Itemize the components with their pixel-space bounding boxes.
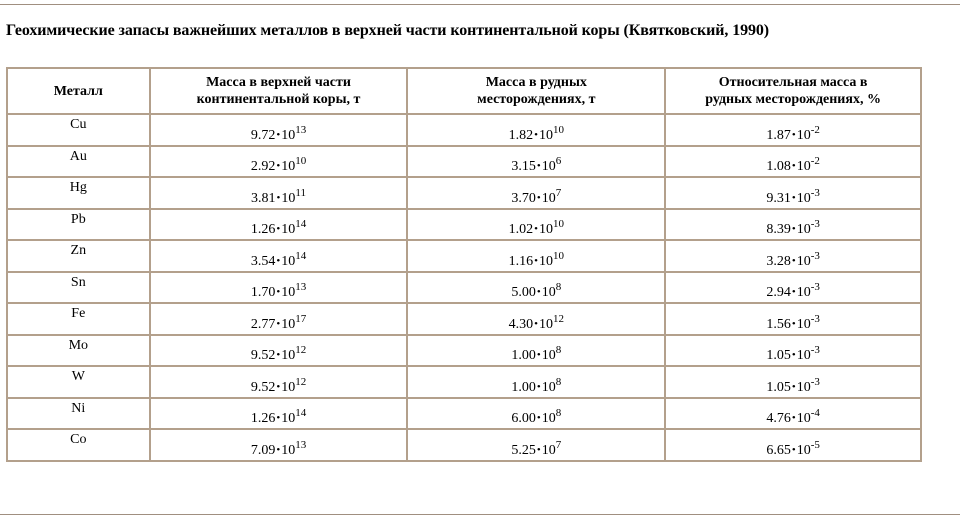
multiply-dot: • bbox=[276, 160, 281, 172]
metal-cell: Mo bbox=[7, 335, 150, 367]
bottom-divider bbox=[0, 514, 960, 515]
exponent: -3 bbox=[810, 312, 820, 325]
crust-value-cell bbox=[150, 335, 408, 367]
table-row bbox=[7, 209, 921, 241]
mantissa: 1.05 bbox=[766, 348, 791, 363]
multiply-dot: • bbox=[276, 191, 281, 204]
mantissa: 3.54 bbox=[250, 253, 276, 269]
exponent: 14 bbox=[295, 407, 307, 419]
crust-value-cell bbox=[150, 177, 408, 209]
exponent-base: 10 bbox=[796, 411, 811, 426]
exponent: 10 bbox=[295, 155, 307, 167]
exponent-base: 10 bbox=[281, 348, 296, 363]
table-row bbox=[7, 272, 921, 304]
exponent-base: 10 bbox=[796, 253, 811, 269]
exponent-base: 10 bbox=[281, 253, 296, 269]
crust-value-cell bbox=[150, 114, 408, 146]
exponent: -3 bbox=[810, 218, 820, 230]
mantissa: 9.52 bbox=[250, 379, 276, 395]
mantissa: 2.92 bbox=[250, 159, 276, 174]
header-line: Масса в верхней части bbox=[206, 75, 351, 90]
exponent: -3 bbox=[810, 186, 820, 199]
multiply-dot: • bbox=[534, 254, 538, 267]
ore-value-cell bbox=[407, 209, 665, 241]
exponent-base: 10 bbox=[541, 379, 556, 395]
multiply-dot: • bbox=[534, 128, 538, 141]
exponent-base: 10 bbox=[796, 222, 811, 237]
mantissa: 1.05 bbox=[766, 379, 791, 395]
table-header bbox=[7, 68, 921, 114]
multiply-dot: • bbox=[791, 349, 796, 361]
mantissa: 1.26 bbox=[250, 222, 276, 237]
table-caption: Геохимические запасы важнейших металлов в верхней части континентальной коры (Квятковский, 1990) bbox=[6, 22, 770, 39]
exponent-base: 10 bbox=[281, 442, 296, 458]
exponent: 8 bbox=[555, 375, 562, 388]
multiply-dot: • bbox=[791, 317, 796, 330]
header-relative-mass bbox=[665, 68, 921, 114]
multiply-dot: • bbox=[276, 286, 281, 298]
table-row bbox=[7, 303, 921, 335]
exponent-base: 10 bbox=[281, 285, 296, 300]
mantissa: 1.02 bbox=[508, 222, 534, 237]
mantissa: 1.87 bbox=[766, 127, 791, 143]
exponent: 8 bbox=[555, 281, 562, 293]
exponent: 12 bbox=[295, 344, 307, 356]
ore-value-cell bbox=[407, 429, 665, 461]
exponent-base: 10 bbox=[796, 348, 811, 363]
multiply-dot: • bbox=[791, 254, 796, 267]
multiply-dot: • bbox=[791, 128, 796, 141]
exponent-base: 10 bbox=[538, 127, 553, 143]
multiply-dot: • bbox=[276, 317, 281, 330]
rel-value-cell bbox=[665, 303, 921, 335]
mantissa: 3.81 bbox=[251, 190, 276, 206]
multiply-dot: • bbox=[536, 380, 541, 393]
crust-value-cell bbox=[150, 272, 408, 304]
header-metal bbox=[7, 68, 150, 114]
exponent-base: 10 bbox=[281, 159, 296, 174]
header-line: Масса в рудных bbox=[485, 75, 587, 90]
exponent: 14 bbox=[295, 249, 307, 262]
exponent-base: 10 bbox=[796, 127, 811, 143]
mantissa: 3.15 bbox=[511, 159, 536, 174]
exponent: -4 bbox=[810, 407, 820, 419]
ore-value-cell bbox=[407, 303, 665, 335]
mantissa: 9.52 bbox=[250, 348, 276, 363]
table-row bbox=[7, 240, 921, 272]
mantissa: 1.00 bbox=[511, 379, 536, 395]
ore-value-cell bbox=[407, 366, 665, 398]
multiply-dot: • bbox=[276, 443, 281, 456]
multiply-dot: • bbox=[276, 349, 281, 361]
header-line: Металл bbox=[53, 83, 103, 99]
rel-value-cell bbox=[665, 272, 921, 304]
table-body bbox=[7, 114, 921, 461]
exponent: 11 bbox=[295, 186, 306, 199]
crust-value-cell bbox=[150, 398, 408, 430]
mantissa: 1.82 bbox=[508, 127, 534, 143]
header-line: месторождениях, т bbox=[477, 92, 596, 107]
multiply-dot: • bbox=[536, 286, 541, 298]
metal-cell: Co bbox=[7, 429, 150, 461]
metal-cell: Zn bbox=[7, 240, 150, 272]
rel-value-cell bbox=[665, 209, 921, 241]
exponent-base: 10 bbox=[541, 159, 556, 174]
exponent: 7 bbox=[555, 438, 562, 451]
top-divider bbox=[0, 4, 960, 5]
exponent-base: 10 bbox=[796, 316, 811, 332]
ore-value-cell bbox=[407, 335, 665, 367]
rel-value-cell bbox=[665, 146, 921, 178]
multiply-dot: • bbox=[276, 128, 281, 141]
multiply-dot: • bbox=[791, 160, 796, 172]
exponent: 7 bbox=[555, 186, 562, 199]
header-line: Относительная масса в bbox=[718, 75, 868, 90]
header-line: континентальной коры, т bbox=[196, 92, 361, 107]
exponent: -2 bbox=[810, 123, 820, 136]
exponent-base: 10 bbox=[541, 348, 556, 363]
crust-value-cell bbox=[150, 303, 408, 335]
metal-cell: W bbox=[7, 366, 150, 398]
rel-value-cell bbox=[665, 177, 921, 209]
mantissa: 1.08 bbox=[766, 159, 791, 174]
exponent-base: 10 bbox=[541, 411, 556, 426]
rel-value-cell bbox=[665, 366, 921, 398]
metal-cell: Hg bbox=[7, 177, 150, 209]
crust-value-cell bbox=[150, 146, 408, 178]
exponent-base: 10 bbox=[538, 222, 553, 237]
rel-value-cell bbox=[665, 335, 921, 367]
multiply-dot: • bbox=[534, 223, 538, 235]
mantissa: 1.70 bbox=[250, 285, 276, 300]
exponent: 14 bbox=[295, 218, 307, 230]
exponent: 10 bbox=[552, 218, 564, 230]
mantissa: 2.77 bbox=[250, 316, 276, 332]
crust-value-cell bbox=[150, 429, 408, 461]
exponent-base: 10 bbox=[538, 253, 553, 269]
exponent: 8 bbox=[555, 344, 562, 356]
table-row bbox=[7, 398, 921, 430]
header-row bbox=[7, 68, 921, 114]
mantissa: 1.56 bbox=[766, 316, 791, 332]
crust-value-cell bbox=[150, 240, 408, 272]
multiply-dot: • bbox=[791, 412, 796, 424]
multiply-dot: • bbox=[276, 412, 281, 424]
exponent-base: 10 bbox=[538, 316, 553, 332]
exponent-base: 10 bbox=[281, 411, 296, 426]
mantissa: 1.16 bbox=[508, 253, 534, 269]
header-crust-mass bbox=[150, 68, 408, 114]
exponent: 17 bbox=[295, 312, 307, 325]
multiply-dot: • bbox=[791, 443, 796, 456]
exponent-base: 10 bbox=[281, 190, 296, 206]
exponent: -3 bbox=[810, 249, 820, 262]
ore-value-cell bbox=[407, 398, 665, 430]
mantissa: 7.09 bbox=[250, 442, 276, 458]
multiply-dot: • bbox=[536, 412, 541, 424]
exponent-base: 10 bbox=[796, 442, 811, 458]
exponent: 13 bbox=[295, 281, 307, 293]
table-row bbox=[7, 146, 921, 178]
exponent: -3 bbox=[810, 375, 820, 388]
metals-table bbox=[6, 67, 922, 462]
mantissa: 5.25 bbox=[511, 442, 536, 458]
ore-value-cell bbox=[407, 146, 665, 178]
exponent-base: 10 bbox=[541, 442, 556, 458]
mantissa: 4.76 bbox=[766, 411, 791, 426]
multiply-dot: • bbox=[791, 380, 796, 393]
header-line: рудных месторождениях, % bbox=[705, 92, 881, 107]
mantissa: 9.31 bbox=[766, 190, 791, 206]
ore-value-cell bbox=[407, 240, 665, 272]
table-row bbox=[7, 114, 921, 146]
mantissa: 8.39 bbox=[766, 222, 791, 237]
mantissa: 3.70 bbox=[511, 190, 536, 206]
mantissa: 3.28 bbox=[766, 253, 791, 269]
exponent-base: 10 bbox=[541, 190, 556, 206]
exponent: 6 bbox=[555, 155, 562, 167]
multiply-dot: • bbox=[276, 254, 281, 267]
rel-value-cell bbox=[665, 240, 921, 272]
exponent-base: 10 bbox=[281, 379, 296, 395]
crust-value-cell bbox=[150, 366, 408, 398]
metal-cell: Sn bbox=[7, 272, 150, 304]
exponent: -3 bbox=[810, 281, 820, 293]
exponent-base: 10 bbox=[281, 127, 296, 143]
exponent-base: 10 bbox=[281, 222, 296, 237]
table-row bbox=[7, 366, 921, 398]
mantissa: 2.94 bbox=[766, 285, 791, 300]
metal-cell: Ni bbox=[7, 398, 150, 430]
multiply-dot: • bbox=[536, 191, 541, 204]
multiply-dot: • bbox=[534, 317, 538, 330]
ore-value-cell bbox=[407, 272, 665, 304]
multiply-dot: • bbox=[791, 191, 796, 204]
crust-value-cell bbox=[150, 209, 408, 241]
exponent: -2 bbox=[810, 155, 820, 167]
exponent-base: 10 bbox=[541, 285, 556, 300]
multiply-dot: • bbox=[791, 286, 796, 298]
table-row bbox=[7, 177, 921, 209]
ore-value-cell bbox=[407, 177, 665, 209]
rel-value-cell bbox=[665, 114, 921, 146]
multiply-dot: • bbox=[536, 160, 541, 172]
exponent-base: 10 bbox=[796, 159, 811, 174]
exponent-base: 10 bbox=[281, 316, 296, 332]
metal-cell: Pb bbox=[7, 209, 150, 241]
exponent: 13 bbox=[295, 438, 307, 451]
exponent-base: 10 bbox=[796, 379, 811, 395]
rel-value-cell bbox=[665, 429, 921, 461]
multiply-dot: • bbox=[276, 223, 281, 235]
multiply-dot: • bbox=[276, 380, 281, 393]
multiply-dot: • bbox=[791, 223, 796, 235]
ore-value-cell bbox=[407, 114, 665, 146]
mantissa: 4.30 bbox=[508, 316, 534, 332]
rel-value-cell bbox=[665, 398, 921, 430]
table-row bbox=[7, 335, 921, 367]
header-ore-mass bbox=[407, 68, 665, 114]
mantissa: 6.00 bbox=[511, 411, 536, 426]
exponent: 13 bbox=[295, 123, 307, 136]
mantissa: 9.72 bbox=[250, 127, 276, 143]
exponent: -3 bbox=[810, 344, 820, 356]
table-row bbox=[7, 429, 921, 461]
exponent-base: 10 bbox=[796, 285, 811, 300]
exponent: 10 bbox=[552, 123, 564, 136]
multiply-dot: • bbox=[536, 349, 541, 361]
metal-cell: Au bbox=[7, 146, 150, 178]
multiply-dot: • bbox=[536, 443, 541, 456]
metal-cell: Cu bbox=[7, 114, 150, 146]
mantissa: 1.26 bbox=[250, 411, 276, 426]
exponent-base: 10 bbox=[796, 190, 811, 206]
exponent: 10 bbox=[552, 249, 564, 262]
exponent: 12 bbox=[295, 375, 307, 388]
exponent: 12 bbox=[552, 312, 564, 325]
mantissa: 6.65 bbox=[766, 442, 791, 458]
metal-cell: Fe bbox=[7, 303, 150, 335]
exponent: 8 bbox=[555, 407, 562, 419]
mantissa: 1.00 bbox=[511, 348, 536, 363]
mantissa: 5.00 bbox=[511, 285, 536, 300]
exponent: -5 bbox=[810, 438, 820, 451]
